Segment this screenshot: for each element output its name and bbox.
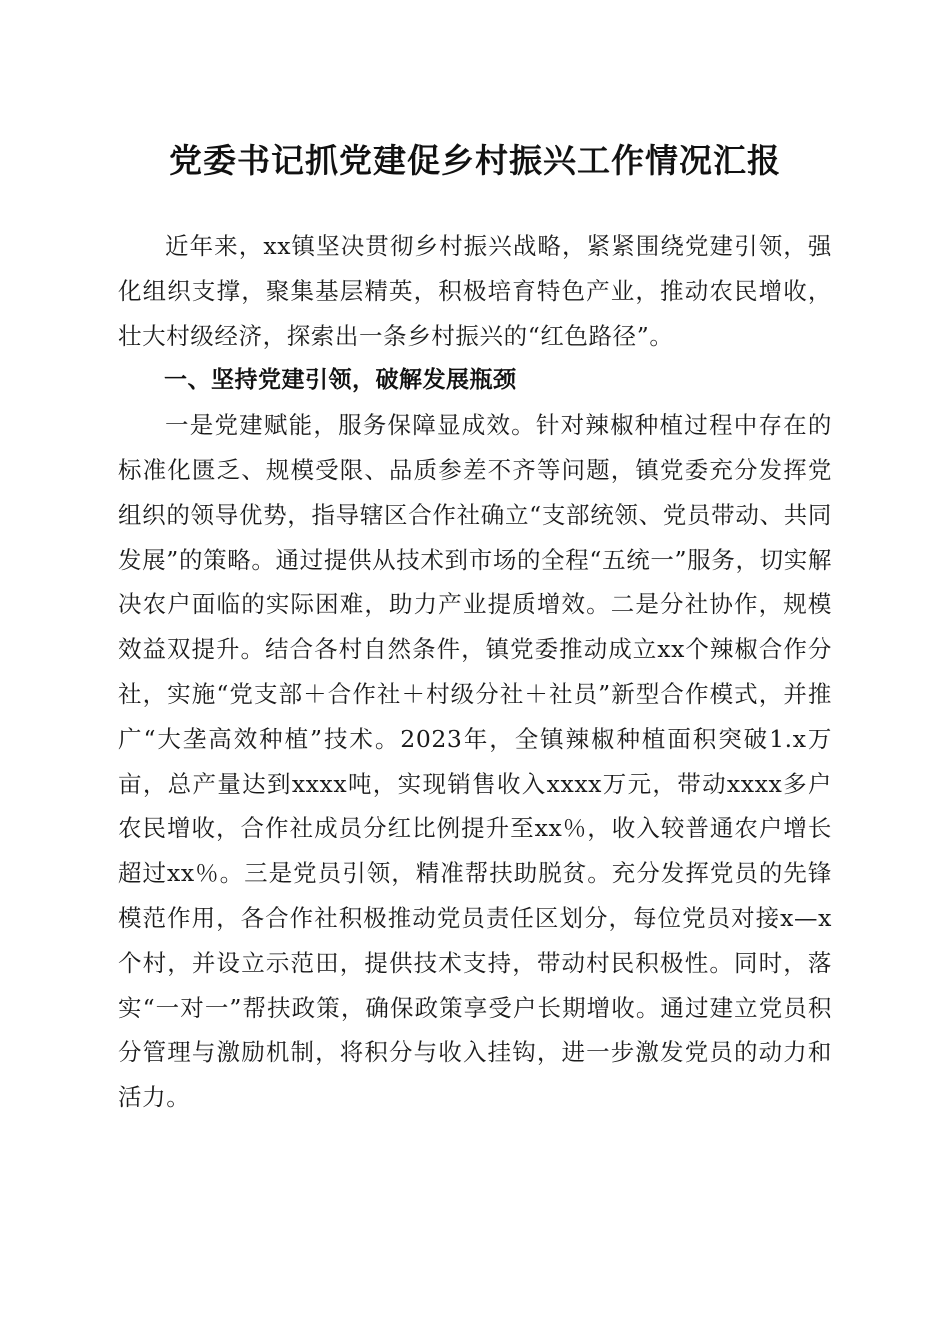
section-paragraph: 一是党建赋能，服务保障显成效。针对辣椒种植过程中存在的标准化匮乏、规模受限、品质参差不齐等问题，镇党委充分发挥党组织的领导优势，指导辖区合作社确立“支部统领、党员带动、共同发展”的策略。通过提供从技术到市场的全程“五统一”服务，切实解决农户面临的实际困难，助力产业提质增效。二是分社协作，规模效益双提升。结合各村自然条件，镇党委推动成立xx个辣椒合作分社，实施“党支部＋合作社＋村级分社＋社员”新型合作模式，并推广“大垄高效种植”技术。2023年，全镇辣椒种植面积突破1.x万亩，总产量达到xxxx吨，实现销售收入xxxx万元，带动xxxx多户农民增收，合作社成员分红比例提升至xx％，收入较普通农户增长超过xx％。三是党员引领，精准帮扶助脱贫。充分发挥党员的先锋模范作用，各合作社积极推动党员责任区划分，每位党员对接x—x个村，并设立示范田，提供技术支持，带动村民积极性。同时，落实“一对一”帮扶政策，确保政策享受户长期增收。通过建立党员积分管理与激励机制，将积分与收入挂钩，进一步激发党员的动力和活力。 [118,411,832,1112]
intro-paragraph: 近年来，xx镇坚决贯彻乡村振兴战略，紧紧围绕党建引领，强化组织支撑，聚集基层精英，积极培育特色产业，推动农民增收，壮大村级经济，探索出一条乡村振兴的“红色路径”。 [118,232,832,350]
document-title: 党委书记抓党建促乡村振兴工作情况汇报 [169,141,781,180]
document-body [118,224,832,1120]
section-heading: 一、坚持党建引领，破解发展瓶颈 [164,367,517,394]
